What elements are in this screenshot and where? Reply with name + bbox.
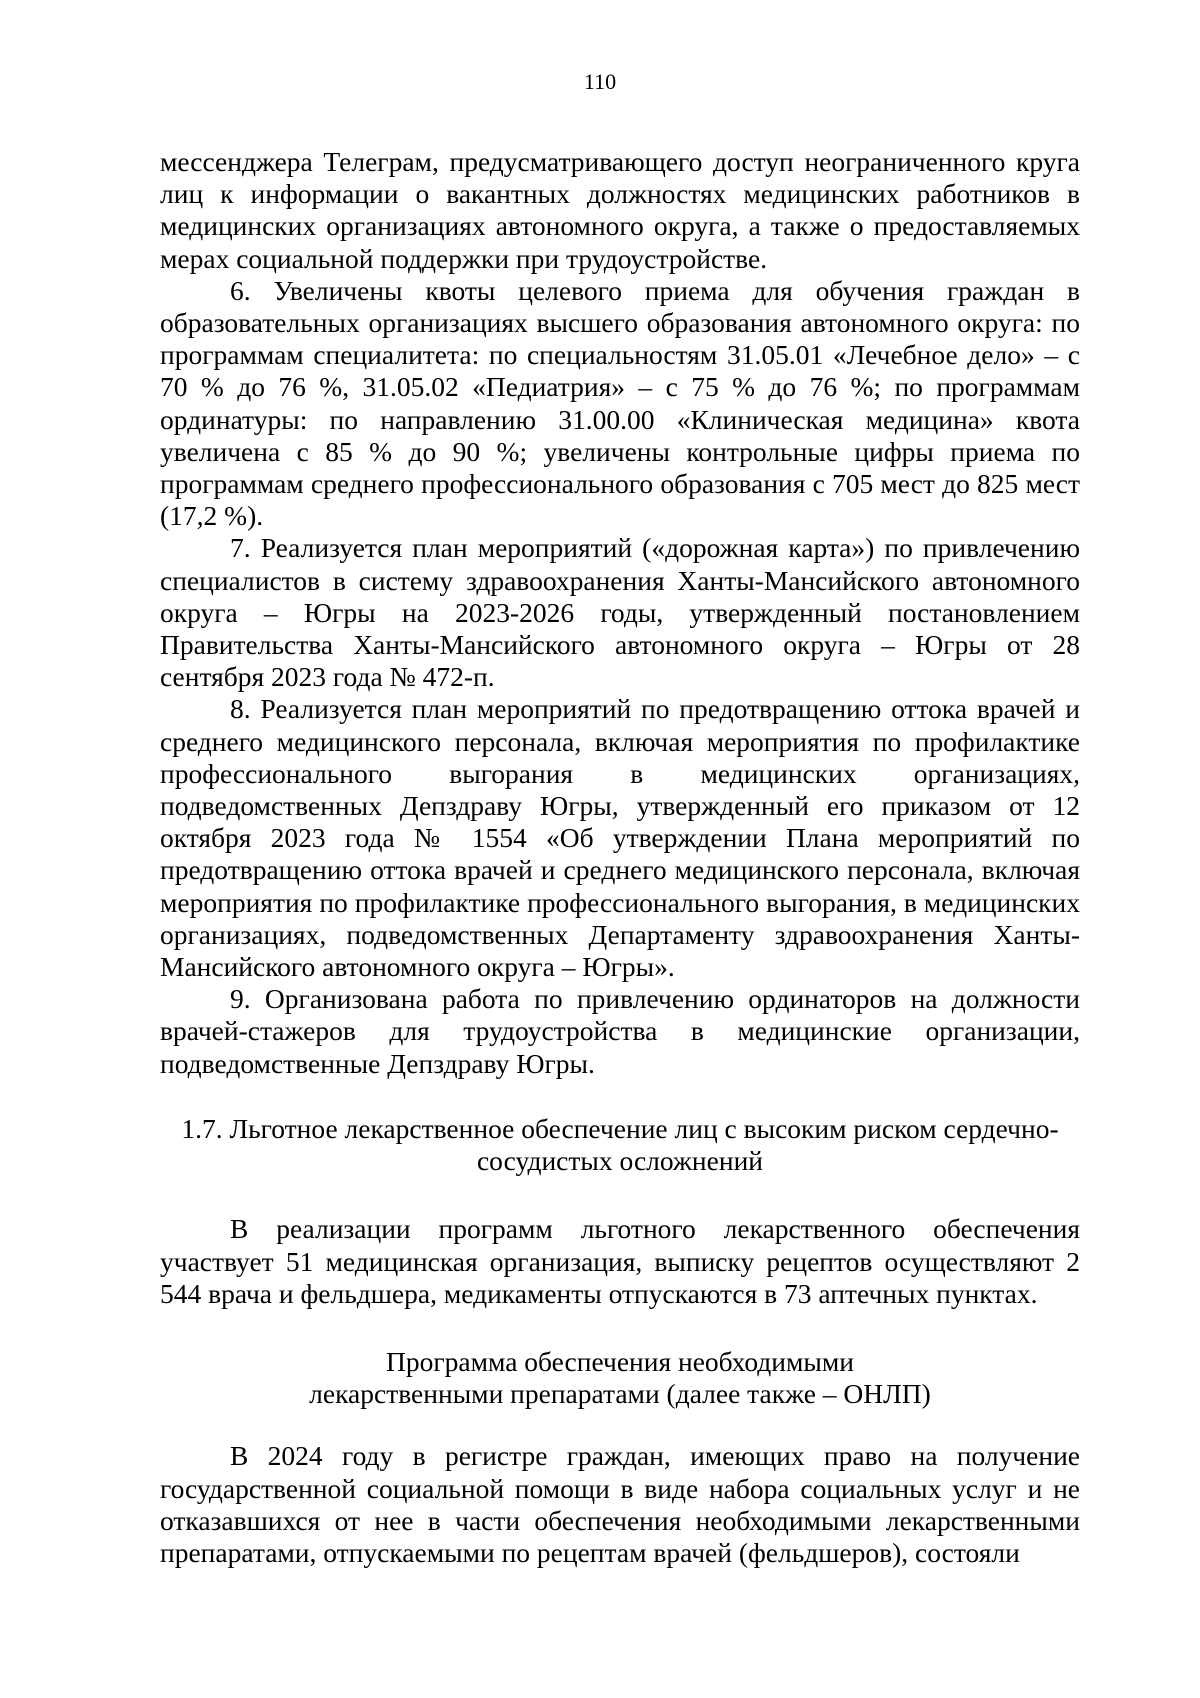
paragraph-register: В 2024 году в регистре граждан, имеющих право на получение государственной социальной помощи в виде набора социальных услуг и не отказавшихся от нее в части обеспечения необходимыми лекарственными препаратами, отпускаемыми по рецептам врачей (фельдшеров), состояли: [160, 1440, 1080, 1568]
paragraph-item-6: 6. Увеличены квоты целевого приема для обучения граждан в образовательных организациях высшего образования автономного округа: по программам специалитета: по специальностям 31.05.01 «Лечебное дело» – с 70 % до 76 %, 31.05.02 «Педиатрия» – с 75 % до 76 %; по программам ординатуры: по направлению 31.00.00 «Клиническая медицина» квота увеличена с 85 % до 90 %; увеличены контрольные цифры приема по программам среднего профессионального образования с 705 мест до 825 мест (17,2 %).: [160, 274, 1080, 532]
subheading-line: Программа обеспечения необходимыми: [386, 1345, 854, 1377]
page-number: 110: [583, 69, 617, 94]
section-heading-1-7: [160, 1113, 1080, 1177]
paragraph-item-9: 9. Организована работа по привлечению ординаторов на должности врачей-стажеров для трудоустройства в медицинские организации, подведомственные Депздраву Югры.: [160, 983, 1080, 1079]
subheading-onlp: [160, 1346, 1080, 1410]
paragraph-programs: В реализации программ льготного лекарственного обеспечения участвует 51 медицинская организация, выписку рецептов осуществляют 2 544 врача и фельдшера, медикаменты отпускаются в 73 аптечных пунктах.: [160, 1213, 1080, 1309]
page-body: [160, 146, 1080, 1569]
paragraph-item-7: 7. Реализуется план мероприятий («дорожная карта») по привлечению специалистов в систему здравоохранения Ханты-Мансийского автономного округа – Югры на 2023-2026 годы, утвержденный постановлением Правительства Ханты-Мансийского автономного округа – Югры от 28 сентября 2023 года № 472-п.: [160, 532, 1080, 693]
section-heading-line: сосудистых осложнений: [476, 1145, 764, 1177]
subheading-line: лекарственными препаратами (далее также – ОНЛП): [309, 1378, 931, 1410]
paragraph-intro: мессенджера Телеграм, предусматривающего доступ неограниченного круга лиц к информации о вакантных должностях медицинских работников в медицинских организациях автономного округа, а также о предоставляемых мерах социальной поддержки при трудоустройстве.: [160, 146, 1080, 274]
section-heading-line: 1.7. Льготное лекарственное обеспечение лиц с высоким риском сердечно-: [181, 1112, 1059, 1144]
paragraph-item-8: 8. Реализуется план мероприятий по предотвращению оттока врачей и среднего медицинского персонала, включая мероприятия по профилактике профессионального выгорания в медицинских организациях, подведомственных Депздраву Югры, утвержденный его приказом от 12 октября 2023 года № 1554 «Об утверждении Плана мероприятий по предотвращению оттока врачей и среднего медицинского персонала, включая мероприятия по профилактике профессионального выгорания, в медицинских организациях, подведомственных Департаменту здравоохранения Ханты-Мансийского автономного округа – Югры».: [160, 693, 1080, 983]
